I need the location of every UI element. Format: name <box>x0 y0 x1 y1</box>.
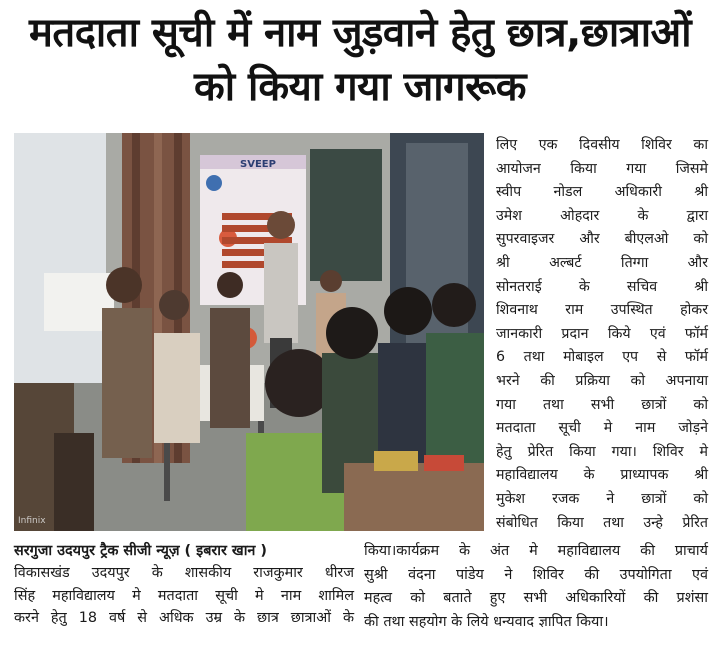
text-line: सुपरवाइजर और बीएलओ को <box>496 231 708 248</box>
text-line: मुकेश रजक ने छात्रों को <box>496 490 708 507</box>
text-line: महाविद्यालय के प्राध्यापक श्री <box>496 467 708 484</box>
news-photo <box>14 133 484 531</box>
text-line: श्री अल्बर्ट तिग्गा और <box>496 254 708 271</box>
article-column-middle <box>364 540 708 634</box>
banner-title: SVEEP <box>240 159 276 170</box>
text-line: गया तथा सभी छात्रों को <box>496 396 708 413</box>
text-line: भरने की प्रक्रिया को अपनाया <box>496 372 708 389</box>
text-line: जानकारी प्रदान किये एवं फॉर्म <box>496 325 708 342</box>
text-line: मतदाता सूची मे नाम जोड़ने <box>496 420 708 437</box>
headline-line-2: को किया गया जागरूक <box>194 64 526 110</box>
headline <box>0 6 720 114</box>
text-line: सोनतराई के सचिव श्री <box>496 278 708 295</box>
article-column-left <box>14 562 354 630</box>
classroom-photo-illustration <box>14 133 484 531</box>
text-line: संबोधित किया तथा उन्हे प्रेरित <box>496 514 708 531</box>
byline: सरगुजा उदयपुर ट्रैक सीजी न्यूज़ ( इबरार खान ) <box>14 543 267 559</box>
text-line: सुश्री वंदना पांडेय ने शिविर की उपयोगिता एवं <box>364 566 708 583</box>
article-column-right <box>496 134 708 535</box>
text-line: हेतु प्रेरित किया गया। शिविर मे <box>496 443 708 460</box>
text-line: विकासखंड उदयपुर के शासकीय राजकुमार धीरज <box>14 565 354 581</box>
photo-watermark: Infinix <box>18 516 46 526</box>
text-line: की तथा सहयोग के लिये धन्यवाद ज्ञापित किया। <box>364 613 609 630</box>
text-line: शिवनाथ राम उपस्थित होकर <box>496 302 708 319</box>
text-line: उमेश ओहदार के द्वारा <box>496 207 708 224</box>
text-line: सिंह महाविद्यालय मे मतदाता सूची मे नाम शामिल <box>14 587 354 604</box>
text-line: महत्व को बताते हुए सभी अधिकारियों की प्रशंसा <box>364 590 708 606</box>
text-line: 6 तथा मोबाइल एप से फॉर्म <box>496 349 708 366</box>
text-line: करने हेतु 18 वर्ष से अधिक उम्र के छात्र छात्राओं के <box>14 610 354 626</box>
text-line: स्वीप नोडल अधिकारी श्री <box>496 184 708 201</box>
headline-line-1: मतदाता सूची में नाम जुड़वाने हेतु छात्र,छात्राओं <box>28 10 692 56</box>
text-line: किया।कार्यक्रम के अंत मे महाविद्यालय की प्राचार्य <box>364 543 708 559</box>
text-line: लिए एक दिवसीय शिविर का <box>496 137 708 153</box>
text-line: आयोजन किया गया जिसमे <box>496 160 708 177</box>
